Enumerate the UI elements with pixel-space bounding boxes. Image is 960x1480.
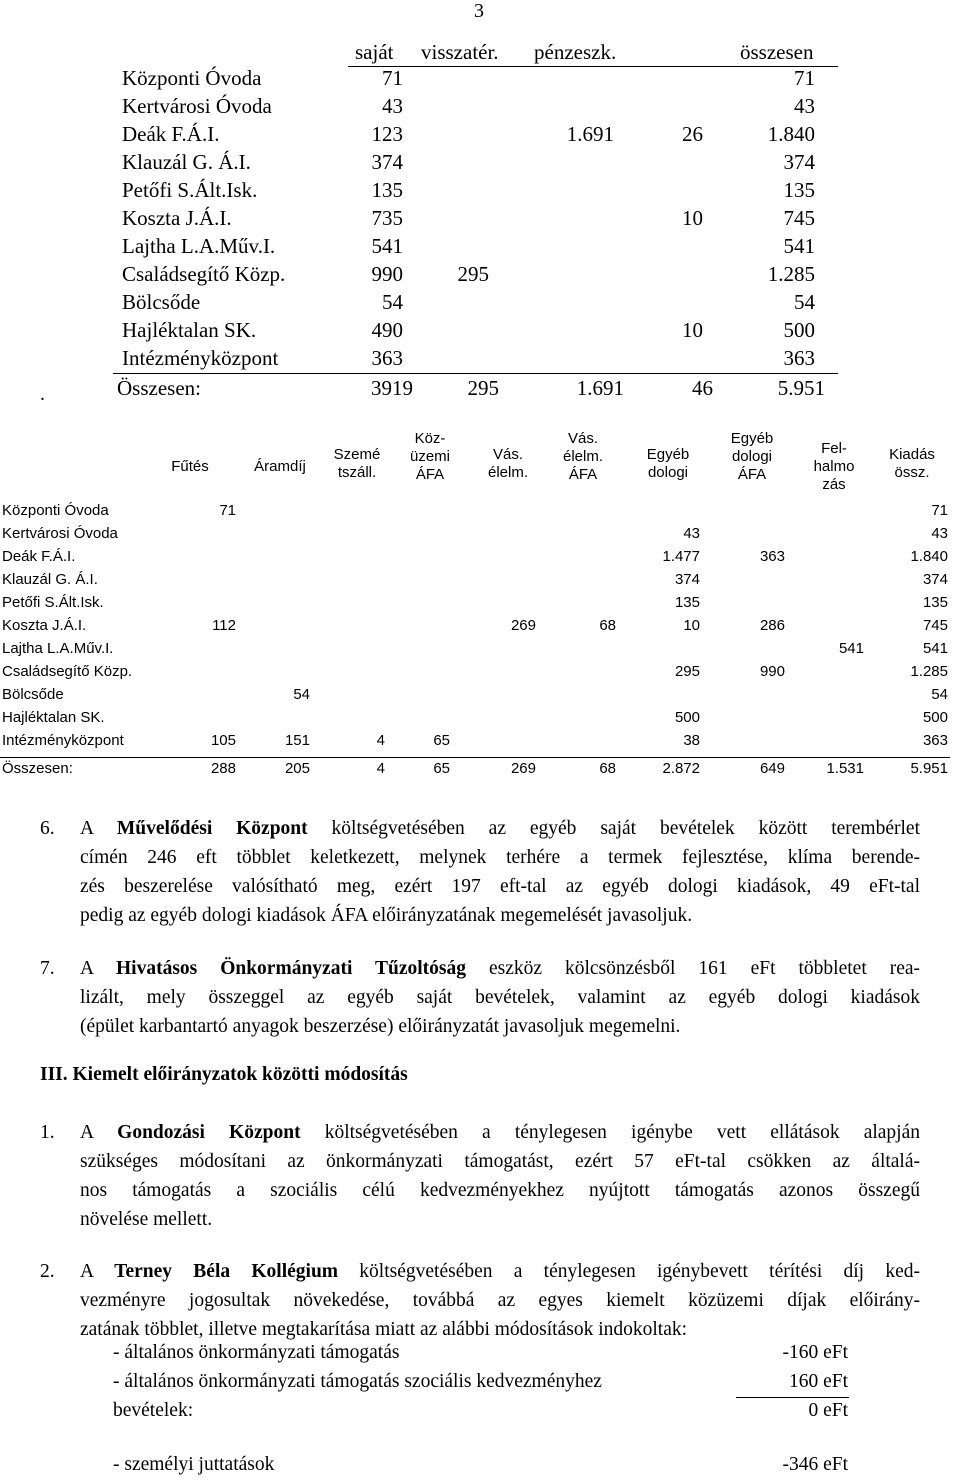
col-header-kozuzemi-afa: Köz- üzemi ÁFA — [409, 430, 450, 483]
cell-kiadas-ossz: 541 — [922, 640, 948, 657]
row-label: Bölcsőde — [122, 290, 201, 314]
table-row — [0, 548, 960, 571]
cell-kozuzemi-afa: 65 — [433, 732, 450, 749]
paragraph-6 — [40, 814, 920, 930]
paragraph-2 — [40, 1257, 920, 1344]
cell-aramdij: 151 — [284, 732, 310, 749]
table-row — [0, 525, 960, 548]
list-item-label: - általános önkormányzati támogatás szociális kedvezményhez — [113, 1371, 602, 1392]
cell-ossz: 43 — [794, 94, 815, 118]
row-label: Klauzál G. Á.I. — [122, 150, 251, 174]
row-label: Családsegítő Közp. — [122, 262, 286, 286]
cell-egyeb-dologi: 10 — [683, 617, 700, 634]
cell-kozuzemi-afa: 65 — [433, 760, 450, 777]
total-row — [0, 376, 960, 404]
col-header-penzeszk: pénzeszk. — [534, 40, 617, 64]
row-label: Intézményközpont — [2, 732, 124, 749]
cell-penz2: 10 — [682, 318, 703, 342]
table-row — [0, 571, 960, 594]
row-label: Családsegítő Közp. — [2, 663, 133, 680]
row-label: Lajtha L.A.Műv.I. — [2, 640, 114, 657]
paragraph-number: 2. — [40, 1261, 55, 1282]
total-row — [0, 760, 960, 783]
table-row — [0, 206, 960, 234]
cell-szemelyszallitas: 4 — [376, 760, 385, 777]
table-row — [0, 150, 960, 178]
row-label: Összesen: — [2, 760, 73, 777]
sum-rule — [736, 1397, 849, 1398]
cell-ossz: 541 — [783, 234, 815, 258]
cell-sajat: 541 — [371, 234, 403, 258]
row-label: Hajléktalan SK. — [122, 318, 257, 342]
cell-penz1: 1.691 — [566, 122, 614, 146]
cell-penz1: 1.691 — [576, 376, 624, 400]
text-line: vezményre jogosultak növekedése, továbbá az egyes kiemelt közüzemi díjak előirány- — [80, 1290, 920, 1311]
cell-egyeb-dologi-afa: 286 — [759, 617, 785, 634]
cell-vas-elelm: 269 — [510, 617, 536, 634]
cell-sajat: 135 — [371, 178, 403, 202]
text-line: A Gondozási Központ költségvetésében a ténylegesen igénybe vett ellátások alapján — [80, 1122, 921, 1143]
row-label: Bölcsőde — [2, 686, 64, 703]
col-header-felhalmozas: Fel- halmo zás — [813, 440, 855, 493]
table-row — [0, 502, 960, 525]
row-label: Koszta J.Á.I. — [2, 617, 87, 634]
cell-kiadas-ossz: 745 — [922, 617, 948, 634]
cell-ossz: 374 — [783, 150, 815, 174]
cell-egyeb-dologi: 135 — [674, 594, 700, 611]
row-label: Petőfi S.Ált.Isk. — [122, 178, 258, 202]
table-row — [0, 122, 960, 150]
table-row — [0, 686, 960, 709]
cell-vissza: 295 — [457, 262, 489, 286]
col-header-szemelyszallitas: Szemé tszáll. — [333, 446, 381, 481]
text-line: lizált, mely összeggel az egyéb saját bevételek, valamint az egyéb dologi kiadások — [80, 987, 920, 1008]
col-header-aramdij: Áramdíj — [254, 458, 306, 475]
cell-szemelyszallitas: 4 — [376, 732, 385, 749]
row-label: Összesen: — [117, 376, 201, 400]
col-header-egyeb-dologi: Egyéb dologi — [646, 446, 690, 481]
cell-sajat: 490 — [371, 318, 403, 342]
cell-kiadas-ossz: 5.951 — [910, 760, 948, 777]
cell-egyeb-dologi: 43 — [683, 525, 700, 542]
cell-futes: 105 — [210, 732, 236, 749]
paragraph-number: 6. — [40, 818, 55, 839]
list-item-value: 160 eFt — [788, 1371, 848, 1392]
cell-sajat: 735 — [371, 206, 403, 230]
row-label: Intézményközpont — [122, 346, 279, 370]
list-item-label: - általános önkormányzati támogatás — [113, 1342, 400, 1363]
table-row — [0, 663, 960, 686]
list-item-label: bevételek: — [113, 1400, 194, 1421]
cell-sajat: 54 — [382, 290, 403, 314]
cell-futes: 288 — [210, 760, 236, 777]
cell-kiadas-ossz: 500 — [922, 709, 948, 726]
page-number: 3 — [474, 0, 484, 22]
cell-sajat: 3919 — [371, 376, 413, 400]
table-row — [0, 709, 960, 732]
cell-futes: 71 — [219, 502, 236, 519]
row-label: Központi Óvoda — [122, 66, 262, 90]
table-row — [0, 290, 960, 318]
table-row — [0, 594, 960, 617]
cell-egyeb-dologi: 38 — [683, 732, 700, 749]
col-header-sajat: saját — [355, 40, 394, 64]
col-header-futes: Fűtés — [171, 458, 209, 475]
cell-ossz: 135 — [783, 178, 815, 202]
table-row — [0, 94, 960, 122]
cell-ossz: 500 — [783, 318, 815, 342]
cell-egyeb-dologi-afa: 363 — [759, 548, 785, 565]
cell-vas-elelm: 269 — [510, 760, 536, 777]
col-header-kiadas-ossz: Kiadás össz. — [889, 446, 935, 481]
cell-kiadas-ossz: 363 — [922, 732, 948, 749]
table-row — [0, 346, 960, 374]
text-line: pedig az egyéb dologi kiadások ÁFA előirányzatának megemelését javasoljuk. — [80, 905, 693, 926]
cell-kiadas-ossz: 71 — [931, 502, 948, 519]
cell-egyeb-dologi: 1.477 — [662, 548, 700, 565]
text-line: címén 246 eft többlet keletkezett, melynek terhére a termek fejlesztése, klíma berende- — [80, 847, 920, 868]
row-label: Deák F.Á.I. — [2, 548, 76, 565]
cell-ossz: 745 — [783, 206, 815, 230]
row-label: Petőfi S.Ált.Isk. — [2, 594, 104, 611]
table-row — [0, 66, 960, 94]
cell-kiadas-ossz: 135 — [922, 594, 948, 611]
cell-aramdij: 205 — [284, 760, 310, 777]
row-label: Kertvárosi Óvoda — [2, 525, 118, 542]
text-line: zés beszerelése valósítható meg, ezért 197 eft-tal az egyéb dologi kiadások, 49 eFt-tal — [80, 876, 920, 897]
table-row — [0, 640, 960, 663]
cell-egyeb-dologi: 374 — [674, 571, 700, 588]
paragraph-1 — [40, 1118, 920, 1234]
table-row — [0, 732, 960, 755]
cell-aramdij: 54 — [293, 686, 310, 703]
cell-kiadas-ossz: 1.285 — [910, 663, 948, 680]
table-row — [0, 617, 960, 640]
section-heading: III. Kiemelt előirányzatok közötti módosítás — [40, 1064, 408, 1085]
cell-sajat: 43 — [382, 94, 403, 118]
cell-penz2: 26 — [682, 122, 703, 146]
cell-ossz: 71 — [794, 66, 815, 90]
text-line: zatának többlet, illetve megtakarítása miatt az alábbi módosítások indokoltak: — [80, 1319, 688, 1340]
row-label: Hajléktalan SK. — [2, 709, 105, 726]
cell-vas-elelm-afa: 68 — [599, 760, 616, 777]
cell-penz2: 10 — [682, 206, 703, 230]
col-header-vas-elelm-afa: Vás. élelm. ÁFA — [562, 430, 603, 483]
cell-vas-elelm-afa: 68 — [599, 617, 616, 634]
row-label: Klauzál G. Á.I. — [2, 571, 98, 588]
cell-ossz: 1.285 — [767, 262, 815, 286]
cell-vissza: 295 — [467, 376, 499, 400]
table-row — [0, 178, 960, 206]
cell-sajat: 71 — [382, 66, 403, 90]
cell-ossz: 5.951 — [777, 376, 825, 400]
list-item-value: -346 eFt — [782, 1454, 848, 1475]
row-label: Lajtha L.A.Műv.I. — [122, 234, 276, 258]
row-label: Koszta J.Á.I. — [122, 206, 232, 230]
cell-penz2: 46 — [692, 376, 713, 400]
text-line: nos támogatás a szociális célú kedvezményekhez nyújtott támogatás azonos összegű — [80, 1180, 920, 1201]
cell-egyeb-dologi-afa: 990 — [759, 663, 785, 680]
cell-egyeb-dologi: 500 — [674, 709, 700, 726]
cell-felhalmozas: 541 — [838, 640, 864, 657]
text-line: növelése mellett. — [80, 1209, 213, 1230]
cell-sajat: 374 — [371, 150, 403, 174]
paragraph-number: 1. — [40, 1122, 55, 1143]
dot-mark: . — [40, 383, 45, 405]
cell-ossz: 1.840 — [767, 122, 815, 146]
cell-felhalmozas: 1.531 — [826, 760, 864, 777]
text-line: A Művelődési Központ költségvetésében az egyéb saját bevételek között terembérlet — [80, 818, 920, 839]
col-header-vas-elelm: Vás. élelm. — [487, 446, 528, 481]
cell-egyeb-dologi: 295 — [674, 663, 700, 680]
row-label: Központi Óvoda — [2, 502, 109, 519]
col-header-osszesen: összesen — [740, 40, 814, 64]
cell-egyeb-dologi-afa: 649 — [759, 760, 785, 777]
cell-sajat: 990 — [371, 262, 403, 286]
col-header-visszater: visszatér. — [421, 40, 499, 64]
list-item-value: 0 eFt — [808, 1400, 848, 1421]
total-rule — [0, 757, 950, 758]
col-header-egyeb-dologi-afa: Egyéb dologi ÁFA — [730, 430, 774, 483]
paragraph-number: 7. — [40, 958, 55, 979]
cell-kiadas-ossz: 374 — [922, 571, 948, 588]
cell-futes: 112 — [212, 617, 236, 634]
table-row — [0, 262, 960, 290]
text-line: A Terney Béla Kollégium költségvetésében a ténylegesen igénybevett térítési díj ked- — [80, 1261, 920, 1282]
total-rule — [113, 373, 838, 374]
list-item-value: -160 eFt — [782, 1342, 848, 1363]
text-line: (épület karbantartó anyagok beszerzése) előirányzatát javasoljuk megemelni. — [80, 1016, 681, 1037]
text-line: A Hivatásos Önkormányzati Tűzoltóság eszköz kölcsönzésből 161 eFt többletet rea- — [80, 958, 921, 979]
paragraph-7 — [40, 954, 920, 1041]
cell-ossz: 54 — [794, 290, 815, 314]
cell-sajat: 123 — [371, 122, 403, 146]
row-label: Deák F.Á.I. — [122, 122, 220, 146]
list-item-label: - személyi juttatások — [113, 1454, 275, 1475]
cell-kiadas-ossz: 1.840 — [910, 548, 948, 565]
cell-sajat: 363 — [371, 346, 403, 370]
cell-egyeb-dologi: 2.872 — [662, 760, 700, 777]
text-line: szükséges módosítani az önkormányzati támogatást, ezért 57 eFt-tal csökken az általá- — [80, 1151, 920, 1172]
cell-ossz: 363 — [783, 346, 815, 370]
table-row — [0, 234, 960, 262]
row-label: Kertvárosi Óvoda — [122, 94, 272, 118]
cell-kiadas-ossz: 54 — [931, 686, 948, 703]
cell-kiadas-ossz: 43 — [931, 525, 948, 542]
table-row — [0, 318, 960, 346]
